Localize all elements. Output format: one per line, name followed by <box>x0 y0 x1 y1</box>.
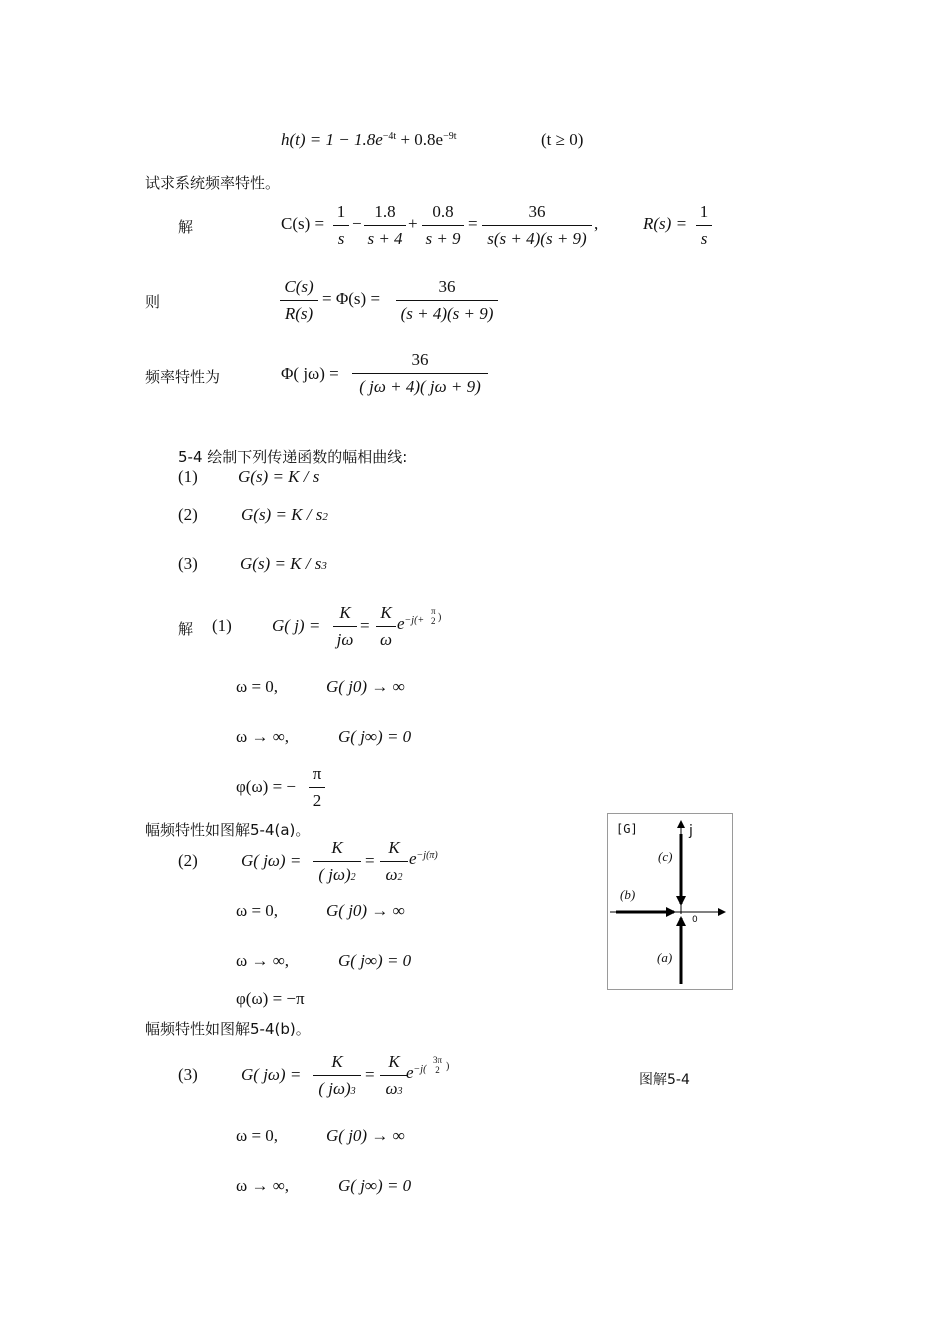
origin-label: 0 <box>692 915 698 925</box>
exp-power: −j(+ <box>404 615 425 626</box>
frac-den: s <box>700 229 708 248</box>
frac-num: K <box>313 1052 361 1076</box>
part3-lhs: G( jω) = <box>241 1065 302 1084</box>
figure-caption: 图解5-4 <box>639 1072 690 1088</box>
part2-eq: = <box>365 851 375 870</box>
part2-number: (2) <box>178 851 198 870</box>
axis-j-label: j <box>689 823 693 839</box>
frac-0.8 <box>422 202 464 249</box>
part2-line2-left: ω → ∞, <box>236 951 290 970</box>
eq-h-condition: (t ≥ 0) <box>541 130 584 149</box>
expr-text: G(s) = K / s <box>238 467 320 486</box>
frac-num: 0.8 <box>422 202 464 226</box>
part3-eq: = <box>365 1065 375 1084</box>
frac-1-over-s <box>333 202 349 249</box>
part2-note: 幅频特性如图解5-4(b)。 <box>145 1020 311 1038</box>
part1-note: 幅频特性如图解5-4(a)。 <box>145 821 311 839</box>
frac-den-power: 3 <box>397 1086 403 1097</box>
frac-num: 1 <box>333 202 349 226</box>
part2-phase: φ(ω) = −π <box>236 989 305 1008</box>
exp-power: −j( <box>413 1064 427 1075</box>
part1-exp-term <box>397 614 424 634</box>
plane-label: [G] <box>616 822 638 836</box>
frac-den: R(s) <box>284 304 314 323</box>
frac-num: K <box>376 603 396 627</box>
frac-den: ω <box>385 1079 398 1098</box>
frac-1.8 <box>364 202 406 249</box>
frac-r-1-over-s <box>696 202 712 249</box>
frac-num: 36 <box>352 350 488 374</box>
frac-den: ( jω) <box>318 1079 351 1098</box>
exp-frac-num: π <box>431 606 436 616</box>
part3-exp-term <box>406 1063 426 1083</box>
then-mid: = Φ(s) = <box>322 289 381 308</box>
curve-b-arrow <box>666 907 676 917</box>
exp-base: e <box>409 849 417 868</box>
part2-line2-right: G( j∞) = 0 <box>338 951 412 970</box>
frac-den: s <box>337 229 345 248</box>
frac-phi-jw <box>352 350 488 397</box>
frac-num: K <box>380 1052 408 1076</box>
part2-frac-k-over-w2 <box>380 838 408 885</box>
exp-frac-den: 2 <box>435 1065 440 1075</box>
frac-den: ω <box>379 630 392 649</box>
frac-den: s + 4 <box>367 229 403 248</box>
frac-den: ( jω + 4)( jω + 9) <box>359 377 481 396</box>
c-of-s-lhs: C(s) = <box>281 214 325 233</box>
part1-line1-right: G( j0) → ∞ <box>326 677 405 696</box>
part1-line1-left: ω = 0, <box>236 677 279 696</box>
part1-solution-label: 解 <box>178 620 194 638</box>
part1-number: (1) <box>212 616 232 635</box>
r-of-s-lhs: R(s) = <box>643 214 688 233</box>
part1-eq: = <box>360 616 370 635</box>
part1-frac-k-over-w <box>376 603 396 650</box>
part1-exp-close: ) <box>438 612 442 623</box>
frac-num: 1 <box>696 202 712 226</box>
eq-h-exp2: −9t <box>443 131 457 142</box>
part2-line1-left: ω = 0, <box>236 901 279 920</box>
frac-den-power: 2 <box>397 872 403 883</box>
problem-item-2-number: (2) <box>178 505 198 524</box>
frac-c-over-r <box>280 277 318 324</box>
problem-item-2-expr <box>241 505 328 525</box>
exp-power: −j(π) <box>416 850 438 861</box>
eq-h-mid: + 0.8e <box>396 130 444 149</box>
op-minus: − <box>352 214 362 233</box>
part3-exp-close: ) <box>446 1061 450 1072</box>
exp-frac-den: 2 <box>431 616 436 626</box>
question-text: 试求系统频率特性。 <box>145 174 281 192</box>
exp-base: e <box>406 1063 414 1082</box>
label-c: (c) <box>658 849 673 864</box>
problem-item-3-expr <box>240 554 327 574</box>
frac-num: π <box>309 764 325 788</box>
frac-den: ω <box>385 865 398 884</box>
part3-line2-right: G( j∞) = 0 <box>338 1176 412 1195</box>
eq-h-exp1: −4t <box>382 131 397 142</box>
part1-lhs: G( j) = <box>272 616 321 635</box>
part3-frac-k-over-w3 <box>380 1052 408 1099</box>
figure-5-4 <box>607 813 733 990</box>
part1-frac-k-over-jw <box>333 603 357 650</box>
part1-exp-frac <box>431 606 436 626</box>
part1-line2-right: G( j∞) = 0 <box>338 727 412 746</box>
freq-lhs: Φ( jω) = <box>281 364 339 383</box>
problem-title: 5-4 绘制下列传递函数的幅相曲线: <box>178 448 408 466</box>
part2-exp-term <box>409 849 438 869</box>
label-a: (a) <box>657 950 673 965</box>
part2-lhs: G( jω) = <box>241 851 302 870</box>
frac-36 <box>482 202 592 249</box>
part3-number: (3) <box>178 1065 198 1084</box>
part1-line2-left: ω → ∞, <box>236 727 290 746</box>
part3-line1-left: ω = 0, <box>236 1126 279 1145</box>
part1-phase: φ(ω) = − <box>236 777 296 796</box>
frac-num: K <box>333 603 357 627</box>
part2-line1-right: G( j0) → ∞ <box>326 901 405 920</box>
label-b: (b) <box>620 887 636 902</box>
frac-den-power: 2 <box>350 872 356 883</box>
frac-den: ( jω) <box>318 865 351 884</box>
frac-den: 2 <box>312 791 322 810</box>
frac-num: C(s) <box>280 277 318 301</box>
problem-item-1-number: (1) <box>178 467 198 486</box>
part1-phase-frac <box>309 764 325 811</box>
frac-den: s(s + 4)(s + 9) <box>487 229 587 248</box>
eq-h-lhs: h(t) = 1 − 1.8e <box>281 130 383 149</box>
frac-den: jω <box>336 630 354 649</box>
op-plus: + <box>408 214 418 233</box>
freq-label: 频率特性为 <box>145 368 221 386</box>
solution-label: 解 <box>178 218 194 236</box>
frac-num: K <box>380 838 408 862</box>
part3-frac-k-over-jw3 <box>313 1052 361 1099</box>
frac-den: s + 9 <box>425 229 461 248</box>
exp-base: e <box>397 614 405 633</box>
frac-num: K <box>313 838 361 862</box>
curve-c-arrow <box>676 896 686 906</box>
expr-text: G(s) = K / s <box>240 554 322 573</box>
frac-num: 1.8 <box>364 202 406 226</box>
exp-frac-num: 3π <box>433 1055 443 1065</box>
frac-phi-s <box>396 277 498 324</box>
frac-num: 36 <box>396 277 498 301</box>
problem-item-3-number: (3) <box>178 554 198 573</box>
frac-den: (s + 4)(s + 9) <box>400 304 494 323</box>
op-equals: = <box>468 214 478 233</box>
part3-line1-right: G( j0) → ∞ <box>326 1126 405 1145</box>
expr-text: G(s) = K / s <box>241 505 323 524</box>
part2-frac-k-over-jw2 <box>313 838 361 885</box>
expr-power: 3 <box>321 560 327 572</box>
frac-num: 36 <box>482 202 592 226</box>
frac-den-power: 3 <box>350 1086 356 1097</box>
part3-line2-left: ω → ∞, <box>236 1176 290 1195</box>
expr-power: 2 <box>322 511 328 523</box>
problem-item-1-expr <box>238 467 319 487</box>
part3-exp-frac <box>433 1055 442 1075</box>
comma: , <box>594 214 599 233</box>
curve-a-arrow <box>676 916 686 926</box>
then-label: 则 <box>145 293 161 311</box>
impulse-response-equation <box>281 130 457 150</box>
